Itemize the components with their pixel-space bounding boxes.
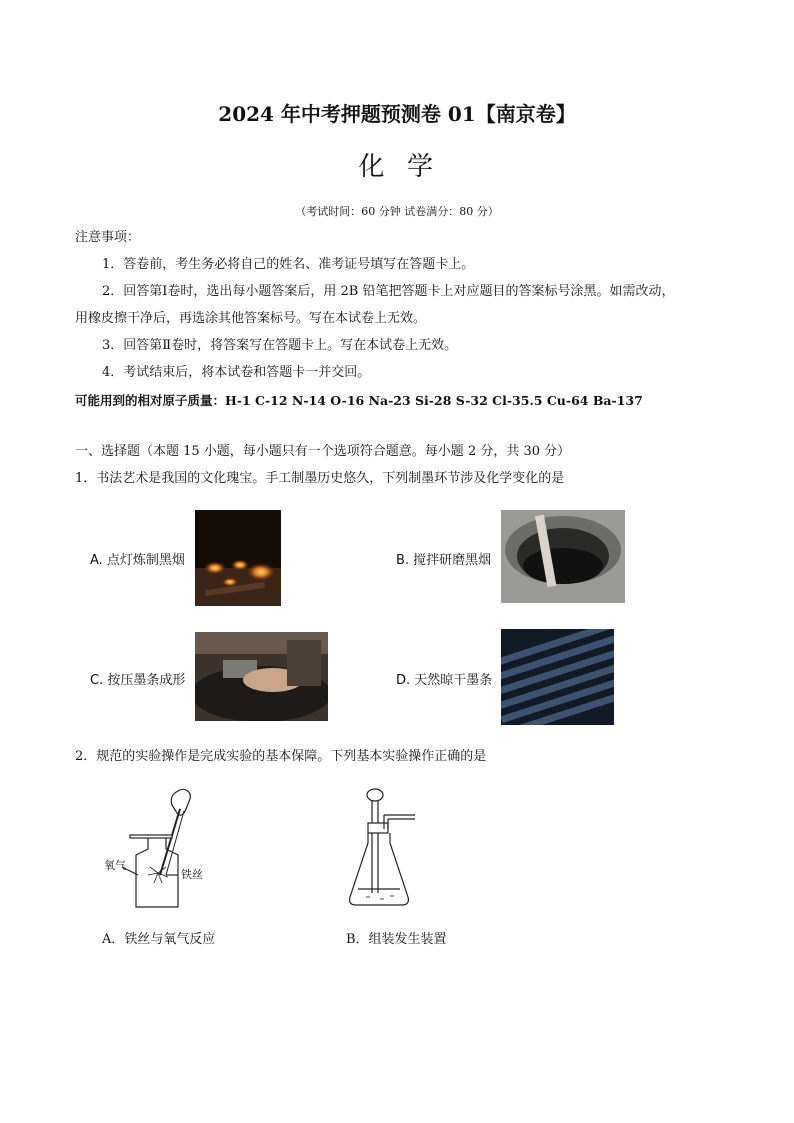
notice-item-4: 4．考试结束后，将本试卷和答题卡一并交回。: [102, 365, 371, 380]
subject-title: [0, 146, 794, 183]
pressing-ink-photo: [195, 632, 328, 721]
exam-info: （考试时间：60 分钟 试卷满分：80 分）: [295, 205, 499, 218]
label-oxygen: 氧气: [104, 859, 126, 872]
subject-char-2: 学: [407, 152, 436, 182]
iron-wire-oxygen-diagram: [100, 785, 210, 915]
q2-stem: 2．规范的实验操作是完成实验的基本保障。下列基本实验操作正确的是: [75, 749, 487, 764]
q2-option-a-label: A．铁丝与氧气反应: [102, 932, 216, 947]
notice-item-2-line1: 2．回答第Ⅰ卷时，选出每小题答案后，用 2B 铅笔把答题卡上对应题目的答案标号涂黑。如需改动，: [102, 284, 675, 299]
notice-item-1: 1．答卷前，考生务必将自己的姓名、准考证号填写在答题卡上。: [102, 257, 475, 272]
notice-item-3: 3．回答第Ⅱ卷时，将答案写在答题卡上。写在本试卷上无效。: [102, 338, 458, 353]
q2-option-b-label: B．组装发生装置: [346, 932, 447, 947]
lamp-smoke-photo: [195, 510, 281, 606]
q1-option-b-label: B. 搅拌研磨黑烟: [396, 553, 492, 568]
gas-generator-diagram: [340, 785, 430, 915]
section-heading: 一、选择题（本题 15 小题，每小题只有一个选项符合题意。每小题 2 分，共 30 分）: [75, 444, 571, 459]
q1-option-c-label: C. 按压墨条成形: [90, 673, 186, 688]
q1-option-d-label: D. 天然晾干墨条: [396, 673, 493, 688]
drying-ink-sticks-photo: [501, 629, 614, 725]
notice-heading: 注意事项：: [75, 230, 141, 245]
notice-item-2-line2: 用橡皮擦干净后，再选涂其他答案标号。写在本试卷上无效。: [75, 311, 427, 326]
q1-stem: 1．书法艺术是我国的文化瑰宝。手工制墨历史悠久，下列制墨环节涉及化学变化的是: [75, 471, 565, 486]
q1-option-a-label: A. 点灯炼制黑烟: [90, 553, 185, 568]
atomic-masses: 可能用到的相对原子质量：H-1 C-12 N-14 O-16 Na-23 Si-28 S-32 Cl-35.5 Cu-64 Ba-137: [75, 393, 643, 408]
grinding-bowl-photo: [501, 510, 625, 603]
label-iron-wire: 铁丝: [181, 868, 203, 881]
paper-title: 2024 年中考押题预测卷 01【南京卷】: [218, 102, 576, 126]
subject-char-1: 化: [358, 152, 387, 182]
